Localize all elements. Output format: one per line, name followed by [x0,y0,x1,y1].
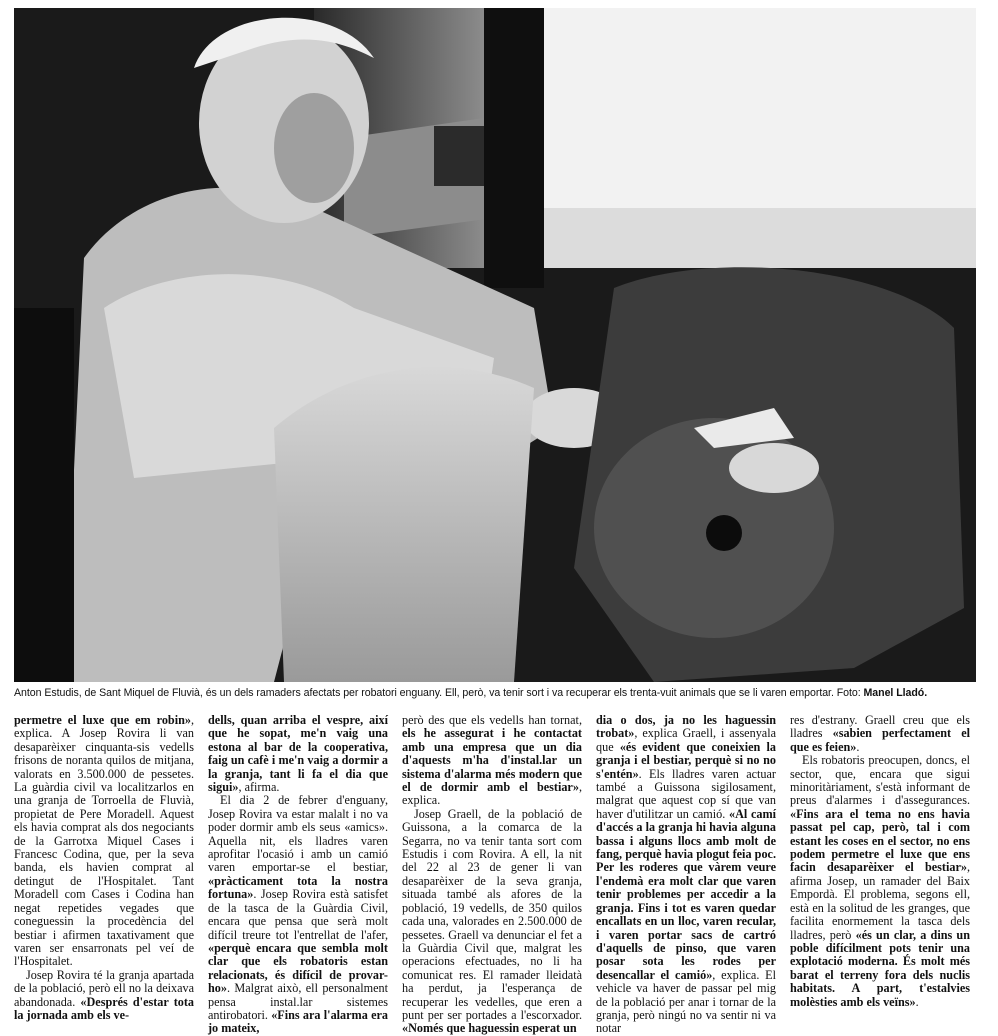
text-run: , explica. A Josep Rovira li van desaparèixer cinquanta-sis vedells frisons de noranta quilos de mitjana, valorats en 3.500.000 de pessetes. La guàrdia civil va localitzarlos en una granja de Torroella de Fluvià, propietat de Pere Moradell. Aquest els havia comprat als dos negociants de la Garrotxa Miquel Cases i Francesc Codina, que, per la seva banda, els havien comprat al detingut de l'Hospitalet. Tant Moradell com Cases i Codina han negat repetides vegades que coneguessin la procedència del bestiar i afirmen taxativament que varen ser ensarronats pel veí de l'Hospitalet. [14,713,194,969]
article-column-1 [14,714,194,1022]
bold-quote: dells, quan arriba el vespre, així que he sopat, me'n vaig una estona al bar de la cooperativa, faig un cafè i me'n vaig a dormir a la granja, tant li fa el dia que sigui» [208,713,388,795]
text-run: , afirma. [238,780,280,795]
paragraph [14,714,194,969]
paragraph [208,794,388,1035]
text-run: , afirma Josep, un ramader del Baix Empordà. El problema, segons ell, està en la solitud de les granges, que facilita enormement la tasca dels lladres, però [790,860,970,942]
bold-quote: «Fins ara l'alarma era jo mateix, [208,1007,388,1036]
photo-farmer-with-calves-icon [14,8,976,682]
photo-credit: Manel Lladó. [863,687,928,699]
text-run: . [915,994,919,1009]
bold-quote: «és evident que coneixien la granja i el bestiar, perquè si no no s'entén» [596,739,776,781]
text-run: , explica. [402,780,582,808]
bold-quote: «Després d'estar tota la jornada amb els ve- [14,994,195,1022]
text-run: Els robatoris preocupen, doncs, el sector, que, encara que sigui minoritàriament, s'està informant de preus d'alarmes i d'assegurances. [790,753,970,808]
bold-quote: dia o dos, ja no les haguessin trobat» [596,713,776,741]
text-run: . [856,739,860,754]
text-run: El dia 2 de febrer d'enguany, Josep Rovira va estar malalt i no va poder dormir amb els seus «amics». Aquella nit, els lladres varen aprofitar l'ocasió i amb un camió varen emportar-se el bestiar, [208,793,388,875]
paragraph [402,808,582,1036]
paragraph [14,969,194,1023]
text-run: , explica. El vehicle va haver de passar pel mig de la població per anar i tornar de la granja, però ningú no va sentir ni va notar [596,967,776,1036]
article-column-3 [402,713,582,1036]
bold-quote: els he assegurat i he contactat amb una empresa que un dia d'aquests m'ha d'instal.lar un sistema d'alarma més modern que el de dormir amb el bestiar» [402,726,582,795]
bold-quote: «sabien perfectament el que es feien» [790,726,970,754]
article-column-2 [208,713,388,1036]
bold-quote: «Al camí d'accés a la granja hi havia alguna bassa i alguns llocs amb molt de fang, perquè havia plogut feia poc. Per les roderes que vàrem veure l'endemà era molt clar que varen tenir problemes per accedir a la granja. Fins i tot es varen quedar encallats en un lloc, varen recular, i varen portar sacs de cartró d'aquells de pinso, que varen posar sota les rodes per desencallar el camió» [596,806,776,982]
text-run: Josep Graell, de la població de Guissona, a la comarca de la Segarra, no va tenir tanta sort com Estudis i com Rovira. A ell, la nit del 22 al 23 de gener li van desaparèixer de la seva granja, situada també als afores de la població, 19 vedells, de 350 quilos cada una, valorades en 2.500.000 de pessetes. Graell va denunciar el fet a la Guàrdia Civil que, malgrat les operacions efectuades, no li ha comunicat res. El ramader lleidatà ha perdut, ja l'esperança de recuperar les vedelles, que eren a punt per ser portades a l'escorxador. [402,806,582,1022]
bold-quote: «Només que haguessin esperat un [402,1021,577,1036]
text-run: , explica Graell, i assenyala que [596,726,776,754]
paragraph [402,714,582,808]
text-run: . Malgrat això, ell personalment pensa instal.lar sistemes antirobatori. [208,981,388,1022]
news-photo [14,8,976,682]
paragraph [208,714,388,794]
text-run: . Els lladres varen actuar també a Guissona sigilosament, malgrat que aquest cop sí que van haver d'utilitzar un camió. [596,766,776,821]
paragraph [596,714,776,1036]
photo-caption [14,684,976,702]
article-column-5 [790,714,970,1022]
bold-quote: «pràcticament tota la nostra fortuna» [208,873,388,902]
text-run: però des que els vedells han tornat, [402,713,582,727]
article-column-4 [596,713,776,1036]
paragraph [790,714,970,754]
bold-quote: «és un clar, a dins un poble difícilment pots tenir una explotació moderna. És molt més barat el terreny fora dels nuclis habitats. A part, t'estalvies molèsties amb els veïns» [790,927,970,1009]
text-run: . Josep Rovira està satisfet de la tasca de la Guàrdia Civil, encara que pensa que serà molt difícil treure tot l'entrellat de l'afer, [208,887,388,942]
bold-quote: «Fins ara el tema no ens havia passat pel cap, però, tal i com estant les coses en el sector, no ens podem permetre el luxe que ens facin desaparèixer el bestiar» [790,806,970,875]
text-run: res d'estrany. Graell creu que els lladres [790,713,970,741]
bold-quote: permetre el luxe que em robin» [14,713,191,727]
caption-text: Anton Estudis, de Sant Miquel de Fluvià, és un dels ramaders afectats per robatori enguany. Ell, però, va tenir sort i va recuperar els trenta-vuit animals que se li varen emportar. Foto: [14,687,864,699]
article-body [14,713,984,1036]
bold-quote: «perquè encara que sembla molt clar que els robatoris estan relacionats, és difícil de provar-ho» [208,940,388,996]
text-run: Josep Rovira té la granja apartada de la població, però ell no la deixava abandonada. [14,967,194,1009]
paragraph [790,754,970,1009]
